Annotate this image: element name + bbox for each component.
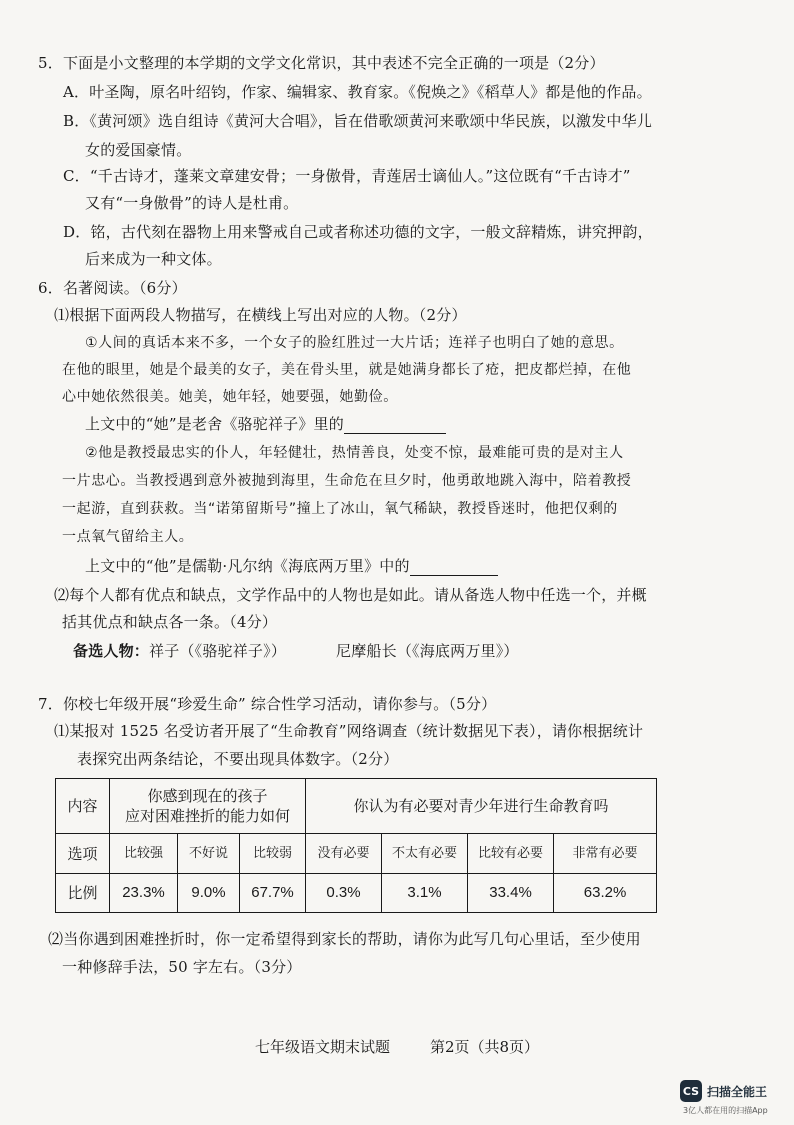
q7-part1-line2: 表探究出两条结论，不要出现具体数字。（2分） <box>77 750 399 768</box>
table-ratio-cell: 0.3% <box>306 874 382 913</box>
q6-answer2-blank[interactable] <box>410 557 498 576</box>
q6-candidate-1: 祥子（《骆驼祥子》） <box>149 642 287 660</box>
q6-part1-prompt: ⑴根据下面两段人物描写，在横线上写出对应的人物。（2分） <box>54 306 467 324</box>
table-header-content: 内容 <box>56 779 110 834</box>
q6-answer2 <box>85 556 498 576</box>
table-option-cell: 非常有必要 <box>554 834 657 874</box>
table-option-cell: 比较有必要 <box>468 834 554 874</box>
scanner-app-name: 扫描全能王 <box>707 1084 768 1099</box>
camscanner-icon: CS <box>680 1080 702 1102</box>
q6-para1-line3: 心中她依然很美。她美，她年轻，她要强，她勤俭。 <box>62 389 398 405</box>
q6-candidate-2: 尼摩船长（《海底两万里》） <box>336 642 519 660</box>
q6-stem: 6．名著阅读。（6分） <box>38 279 187 297</box>
q5-option-c-line2: 又有“一身傲骨”的诗人是杜甫。 <box>85 194 299 212</box>
q6-answer1 <box>85 414 446 434</box>
table-header-necessity: 你认为有必要对青少年进行生命教育吗 <box>306 779 657 834</box>
footer-exam-title: 七年级语文期末试题 <box>254 1038 390 1056</box>
q6-para1-line1: ①人间的真话本来不多，一个女子的脸红胜过一大片话；连祥子也明白了她的意思。 <box>85 335 624 351</box>
table-header-ability-line2: 应对困难挫折的能力如何 <box>125 807 291 825</box>
q5-option-d-line1: D．铭，古代刻在器物上用来警戒自己或者称述功德的文字，一般文辞精炼，讲究押韵， <box>63 223 653 241</box>
table-option-row <box>56 834 657 874</box>
table-option-label: 选项 <box>56 834 110 874</box>
q6-candidates-label: 备选人物： <box>73 642 150 660</box>
q7-part2-line2: 一种修辞手法，50 字左右。（3分） <box>62 958 302 976</box>
table-option-cell: 比较强 <box>110 834 178 874</box>
scanner-logo <box>680 1080 767 1102</box>
q6-answer1-text: 上文中的“她”是老舍《骆驼祥子》里的 <box>85 415 344 433</box>
footer-page-number: 第2页（共8页） <box>429 1038 540 1056</box>
table-option-cell: 没有必要 <box>306 834 382 874</box>
q7-part2-line1: ⑵当你遇到困难挫折时，你一定希望得到家长的帮助，请你为此写几句心里话，至少使用 <box>48 930 641 948</box>
q7-stem: 7．你校七年级开展“珍爱生命” 综合性学习活动，请你参与。（5分） <box>38 695 497 713</box>
page-footer <box>0 1037 794 1057</box>
table-option-cell: 不太有必要 <box>382 834 468 874</box>
q5-option-d-line2: 后来成为一种文体。 <box>85 250 222 268</box>
q6-para2-line3: 一起游，直到获救。当“诺第留斯号”撞上了冰山，氧气稀缺，教授昏迷时，他把仅剩的 <box>62 501 618 517</box>
q6-para2-line4: 一点氧气留给主人。 <box>62 529 194 545</box>
table-header-ability <box>110 779 306 834</box>
table-ratio-cell: 33.4% <box>468 874 554 913</box>
q6-candidates <box>73 641 519 661</box>
table-ratio-cell: 67.7% <box>240 874 306 913</box>
table-ratio-cell: 9.0% <box>178 874 240 913</box>
q5-option-b-line2: 女的爱国豪情。 <box>85 141 192 159</box>
table-ratio-cell: 23.3% <box>110 874 178 913</box>
q5-stem: 5．下面是小文整理的本学期的文学文化常识，其中表述不完全正确的一项是（2分） <box>38 54 605 72</box>
q6-answer2-text: 上文中的“他”是儒勒·凡尔纳《海底两万里》中的 <box>85 557 410 575</box>
table-ratio-cell: 63.2% <box>554 874 657 913</box>
scanner-slogan: 3亿人都在用的扫描App <box>683 1106 768 1115</box>
q6-para1-line2: 在他的眼里，她是个最美的女子，美在骨头里，就是她满身都长了疮，把皮都烂掉，在他 <box>62 362 632 378</box>
q5-option-a: A．叶圣陶，原名叶绍钧，作家、编辑家、教育家。《倪焕之》《稻草人》都是他的作品。 <box>63 83 652 101</box>
table-ratio-label: 比例 <box>56 874 110 913</box>
q7-part1-line1: ⑴某报对 1525 名受访者开展了“生命教育”网络调查（统计数据见下表），请你根据统计 <box>54 722 644 740</box>
table-ratio-cell: 3.1% <box>382 874 468 913</box>
table-header-ability-line1: 你感到现在的孩子 <box>147 787 268 805</box>
q5-option-b-line1: B．《黄河颂》选自组诗《黄河大合唱》，旨在借歌颂黄河来歌颂中华民族，以激发中华儿 <box>63 112 653 130</box>
q6-part2-line1: ⑵每个人都有优点和缺点，文学作品中的人物也是如此。请从备选人物中任选一个，并概 <box>54 586 647 604</box>
survey-table <box>55 778 657 913</box>
q6-part2-line2: 括其优点和缺点各一条。（4分） <box>62 613 278 631</box>
q6-para2-line1: ②他是教授最忠实的仆人，年轻健壮，热情善良，处变不惊，最难能可贵的是对主人 <box>85 445 624 461</box>
q5-option-c-line1: C．“千古诗才，蓬莱文章建安骨；一身傲骨，青莲居士谪仙人。”这位既有“千古诗才” <box>63 167 631 185</box>
q6-answer1-blank[interactable] <box>344 415 446 434</box>
q6-para2-line2: 一片忠心。当教授遇到意外被抛到海里，生命危在旦夕时，他勇敢地跳入海中，陪着教授 <box>62 473 632 489</box>
table-ratio-row <box>56 874 657 913</box>
table-option-cell: 比较弱 <box>240 834 306 874</box>
table-header-row <box>56 779 657 834</box>
table-option-cell: 不好说 <box>178 834 240 874</box>
